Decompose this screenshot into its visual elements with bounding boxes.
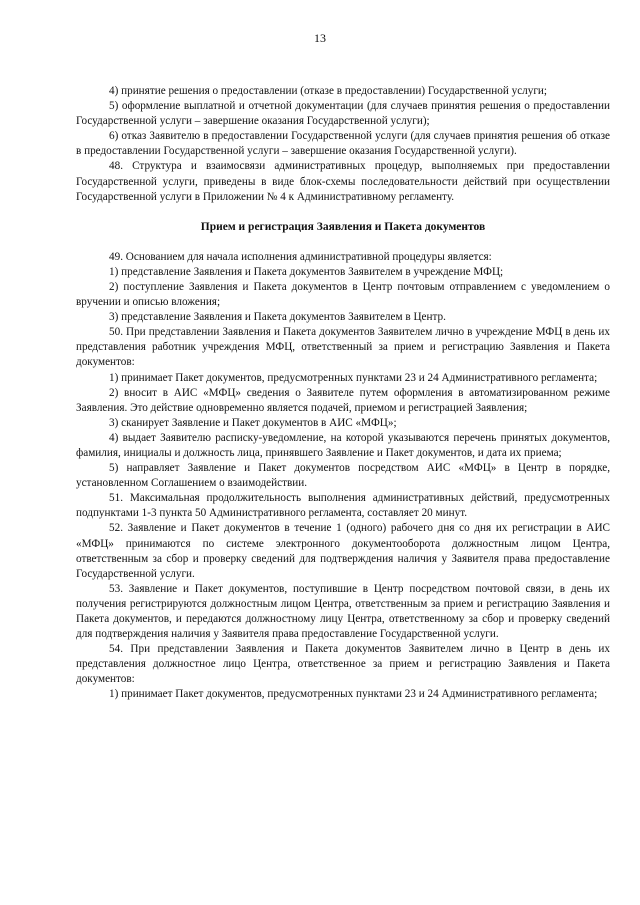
document-body [76, 84, 610, 703]
paragraph: 49. Основанием для начала исполнения административной процедуры является: [109, 250, 492, 263]
paragraph: 5) оформление выплатной и отчетной документации (для случаев принятия решения о предоставлении Государственной услуги – завершение оказания Государственной услуги); [76, 100, 610, 128]
paragraph: 6) отказ Заявителю в предоставлении Государственной услуги (для случаев принятия решения об отказе в предоставлении Государственной услуги – завершение оказания Государственной услуги). [76, 130, 610, 158]
section-heading: Прием и регистрация Заявления и Пакета документов [200, 220, 486, 233]
page-number: 13 [314, 31, 326, 45]
paragraph: 2) поступление Заявления и Пакета документов в Центр почтовым отправлением с уведомлением о вручении и описью вложения; [76, 280, 610, 309]
spacer [76, 235, 610, 250]
paragraph: 53. Заявление и Пакет документов, поступившие в Центр посредством почтовой связи, в день их получения регистрируются должностным лицом Центра, ответственным за прием и регистрацию Заявления и Пакета документов, и передаются должностному лицу Центра, ответственному за сбор и проверку сведений для подтверждения наличия у Заявителя права предоставление Государственной услуги. [76, 582, 610, 641]
paragraph: 48. Структура и взаимосвязи административных процедур, выполняемых при предоставлении Государственной услуги, приведены в виде блок-схемы последовательности действий при осуществлении Государственной услуги в Приложении № 4 к Административному регламенту. [76, 160, 610, 203]
paragraph: 4) выдает Заявителю расписку-уведомление, на которой указываются перечень принятых документов, фамилия, инициалы и должность лица, принявшего Заявление и Пакет документов, и дата их приема; [76, 431, 610, 459]
paragraph: 1) представление Заявления и Пакета документов Заявителем в учреждение МФЦ; [109, 265, 504, 278]
paragraph: 51. Максимальная продолжительность выполнения административных действий, предусмотренных подпунктами 1-3 пункта 50 Административного регламента, составляет 20 минут. [76, 492, 610, 520]
paragraph: 52. Заявление и Пакет документов в течение 1 (одного) рабочего дня со дня их регистрации в АИС «МФЦ» принимаются по системе электронного документооборота должностным лицом Центра, ответственным за сбор и проверку сведений для подтверждения наличия у Заявителя права предоставление Государственной услуги. [76, 522, 610, 580]
paragraph: 1) принимает Пакет документов, предусмотренных пунктами 23 и 24 Административного регламента; [109, 371, 598, 384]
paragraph: 3) сканирует Заявление и Пакет документов в АИС «МФЦ»; [109, 416, 397, 429]
paragraph: 54. При представлении Заявления и Пакета документов Заявителем лично в Центр в день их представления должностное лицо Центра, ответственное за прием и регистрацию Заявления и Пакета документов: [76, 643, 610, 686]
paragraph: 2) вносит в АИС «МФЦ» сведения о Заявителе путем оформления в автоматизированном режиме Заявления. Это действие одновременно является подачей, приемом и регистрацией Заявления; [76, 386, 610, 414]
paragraph: 5) направляет Заявление и Пакет документов посредством АИС «МФЦ» в Центр в порядке, установленном Соглашением о взаимодействии. [76, 462, 610, 490]
paragraph: 3) представление Заявления и Пакета документов Заявителем в Центр. [109, 311, 446, 324]
paragraph: 1) принимает Пакет документов, предусмотренных пунктами 23 и 24 Административного регламента; [109, 688, 598, 701]
paragraph: 50. При представлении Заявления и Пакета документов Заявителем лично в учреждение МФЦ в день их представления работник учреждения МФЦ, ответственный за прием и регистрацию Заявления и Пакета документов: [76, 326, 610, 369]
paragraph: 4) принятие решения о предоставлении (отказе в предоставлении) Государственной услуги; [109, 85, 548, 97]
spacer [76, 205, 610, 220]
